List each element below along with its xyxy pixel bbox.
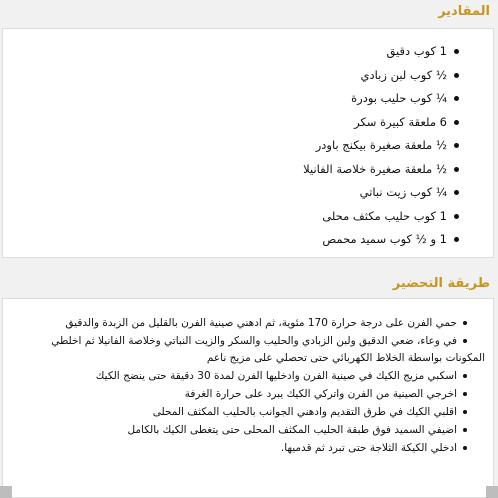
method-card [2,298,494,498]
corner-block-right [486,486,498,498]
list-item: 1 كوب دقيق [3,43,493,67]
list-item: ¼ كوب حليب بودرة [3,90,493,114]
list-item: 6 ملعقة كبيرة سكر [3,114,493,138]
list-item: اقلبي الكيك في طرق التقديم وادهني الجوانب بالحليب المكثف المحلى [3,404,493,421]
method-title: طريقة التحضير [392,276,490,291]
list-item: 1 و ½ كوب سميد محمص [3,231,493,255]
list-item: ½ كوب لبن زبادي [3,67,493,91]
list-item: اخرجي الصينية من الفرن واتركي الكيك يبرد على حرارة الغرفة [3,386,493,403]
list-item: في وعاء، ضعي الدقيق ولبن الزبادي والحليب والسكر والزيت النباتي وخلاصة الفانيلا ثم اخلطي المكونات بواسطة الخلاط الكهربائي حتى تحصلي على مزيج ناعم [3,333,493,366]
list-item: حمي الفرن على درجة حرارة 170 مئوية، ثم ادهني صينية الفرن بالقليل من الزبدة والدقيق [3,315,493,332]
list-item: ½ ملعقة صغيرة خلاصة الفانيلا [3,161,493,185]
list-item: اضيفي السميد فوق طبقة الحليب المكثف المحلى حتى يتغطى الكيك بالكامل [3,422,493,439]
corner-block-left [0,486,12,498]
steps-list [3,315,493,456]
list-item: ¼ كوب زيت نباتي [3,184,493,208]
ingredients-title: المقادير [438,4,490,19]
ingredients-card [2,28,494,258]
ingredients-list [3,43,493,255]
list-item: اسكبي مزيج الكيك في صينية الفرن وادخليها الفرن لمدة 30 دقيقة حتى ينضج الكيك [3,368,493,385]
list-item: ½ ملعقة صغيرة بيكنج باودر [3,137,493,161]
list-item: 1 كوب حليب مكثف محلى [3,208,493,232]
list-item: ادخلي الكيكة الثلاجة حتى تبرد ثم قدميها. [3,440,493,457]
